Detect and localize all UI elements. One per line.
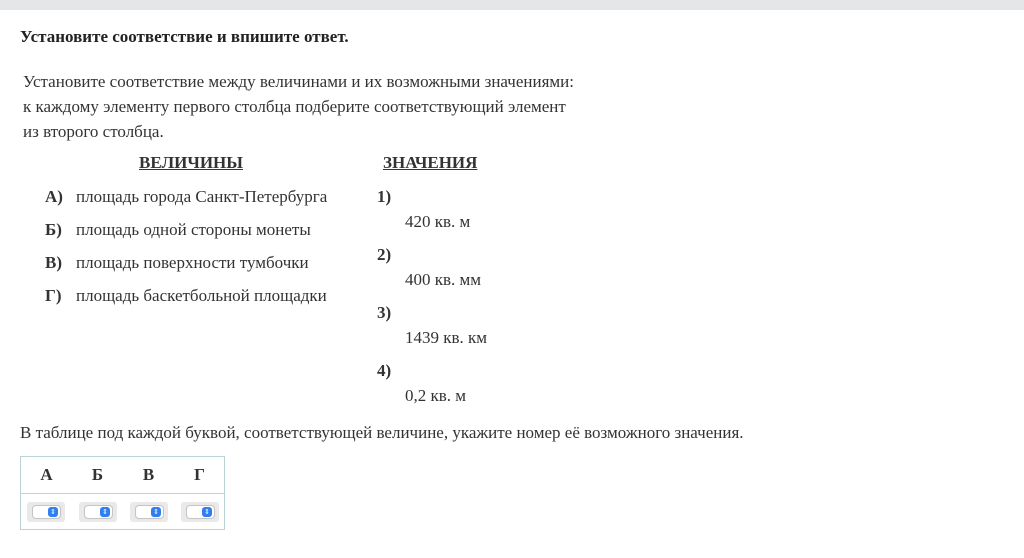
quantities-column-header: ВЕЛИЧИНЫ (139, 153, 243, 172)
value-text-2: 400 кв. мм (405, 270, 482, 289)
quantity-text: площадь поверхности тумбочки (76, 253, 309, 272)
intro-line: к каждому элементу первого столбца подберите соответствующий элемент (23, 97, 566, 116)
quantity-letter: Б) (45, 220, 62, 239)
task-intro (23, 69, 623, 144)
answer-select-box[interactable] (32, 505, 61, 519)
answer-table-header-row (21, 457, 224, 494)
answer-instruction: В таблице под каждой буквой, соответствующей величине, укажите номер её возможного значения. (20, 423, 744, 442)
value-text-4: 0,2 кв. м (405, 386, 467, 405)
value-text-3: 1439 кв. км (405, 328, 488, 347)
answer-header-g: Г (194, 465, 205, 484)
answer-select-box[interactable] (135, 505, 164, 519)
quantity-letter: В) (45, 253, 62, 272)
task-heading: Установите соответствие и впишите ответ. (20, 27, 349, 46)
value-number-3: 3) (377, 303, 392, 322)
quantity-letter: А) (45, 187, 63, 206)
intro-line: из второго столбца. (23, 122, 164, 141)
answer-header-b: Б (91, 465, 104, 484)
quantity-text: площадь баскетбольной площадки (76, 286, 327, 305)
answer-header-a: А (40, 465, 53, 484)
quantity-item-b (45, 220, 311, 240)
quantity-text: площадь города Санкт-Петербурга (76, 187, 328, 206)
answer-select-a[interactable] (27, 502, 65, 522)
value-number-4: 4) (377, 361, 392, 380)
top-strip (0, 0, 1024, 10)
answer-table (20, 456, 225, 530)
value-text-1: 420 кв. м (405, 212, 471, 231)
up-down-chevron-icon[interactable]: ⇕ (100, 507, 110, 517)
up-down-chevron-icon[interactable]: ⇕ (202, 507, 212, 517)
answer-select-v[interactable] (130, 502, 168, 522)
answer-select-b[interactable] (79, 502, 117, 522)
values-column-header: ЗНАЧЕНИЯ (383, 153, 478, 172)
quantity-letter: Г) (45, 286, 62, 305)
quantity-text: площадь одной стороны монеты (76, 220, 311, 239)
up-down-chevron-icon[interactable]: ⇕ (151, 507, 161, 517)
value-number-2: 2) (377, 245, 392, 264)
quantity-item-g (45, 286, 327, 306)
quantity-item-a (45, 187, 327, 207)
answer-select-box[interactable] (186, 505, 215, 519)
answer-select-g[interactable] (181, 502, 219, 522)
answer-select-box[interactable] (84, 505, 113, 519)
up-down-chevron-icon[interactable]: ⇕ (48, 507, 58, 517)
intro-line: Установите соответствие между величинами и их возможными значениями: (23, 72, 574, 91)
value-number-1: 1) (377, 187, 392, 206)
answer-header-v: В (142, 465, 155, 484)
quantity-item-v (45, 253, 309, 273)
